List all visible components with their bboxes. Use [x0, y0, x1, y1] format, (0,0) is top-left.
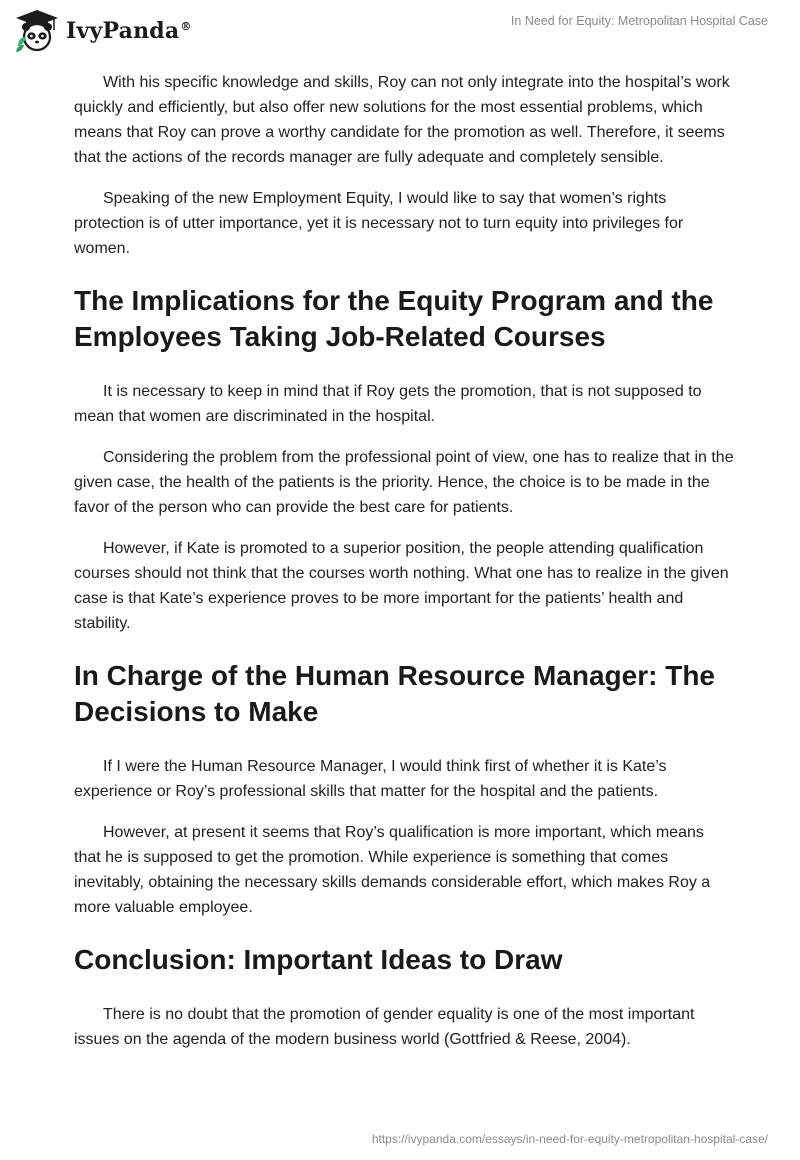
paragraph: It is necessary to keep in mind that if Roy gets the promotion, that is not supposed to mean that women are discriminated in the hospital. [74, 383, 702, 425]
page-header [0, 0, 800, 62]
paragraph: If I were the Human Resource Manager, I would think first of whether it is Kate’s experience or Roy’s professional skills that matter for the hospital and the patients. [74, 758, 667, 800]
paragraph: Considering the problem from the professional point of view, one has to realize that in the given case, the health of the patients is the priority. Hence, the choice is to be made in the favor of the person who can provide the best care for patients. [74, 449, 734, 516]
document-title: In Need for Equity: Metropolitan Hospital Case [510, 14, 768, 28]
source-url[interactable]: https://ivypanda.com/essays/in-need-for-equity-metropolitan-hospital-case/ [371, 1132, 768, 1146]
paragraph: However, if Kate is promoted to a superior position, the people attending qualification courses should not think that the courses worth nothing. What one has to realize in the given case is that Kate’s experience proves to be more important for the patients’ health and stability. [74, 540, 729, 632]
logo-wordmark [66, 18, 192, 44]
paragraph: With his specific knowledge and skills, Roy can not only integrate into the hospital’s work quickly and efficiently, but also offer new solutions for the most essential problems, which means that Roy can prove a worthy candidate for the promotion as well. Therefore, it seems that the actions of the records manager are fully adequate and completely sensible. [74, 74, 730, 166]
paragraph: There is no doubt that the promotion of gender equality is one of the most important issues on the agenda of the modern business world (Gottfried & Reese, 2004). [74, 1006, 695, 1048]
paragraph: However, at present it seems that Roy’s qualification is more important, which means that he is supposed to get the promotion. While experience is something that comes inevitably, obtaining the necessary skills demands considerable effort, which makes Roy a more valuable employee. [74, 824, 711, 916]
section-heading: In Charge of the Human Resource Manager: The Decisions to Make [74, 660, 715, 727]
registered-mark: ® [180, 19, 192, 33]
section-heading: Conclusion: Important Ideas to Draw [74, 944, 563, 975]
section-heading: The Implications for the Equity Program and the Employees Taking Job-Related Courses [74, 285, 714, 352]
logo-text: IvyPanda [66, 18, 180, 44]
paragraph: Speaking of the new Employment Equity, I would like to say that women’s rights protection is of utter importance, yet it is necessary not to turn equity into privileges for women. [74, 190, 684, 257]
essay-content [74, 70, 734, 1068]
ivypanda-logo[interactable] [14, 8, 192, 54]
panda-graduate-icon [14, 8, 60, 54]
